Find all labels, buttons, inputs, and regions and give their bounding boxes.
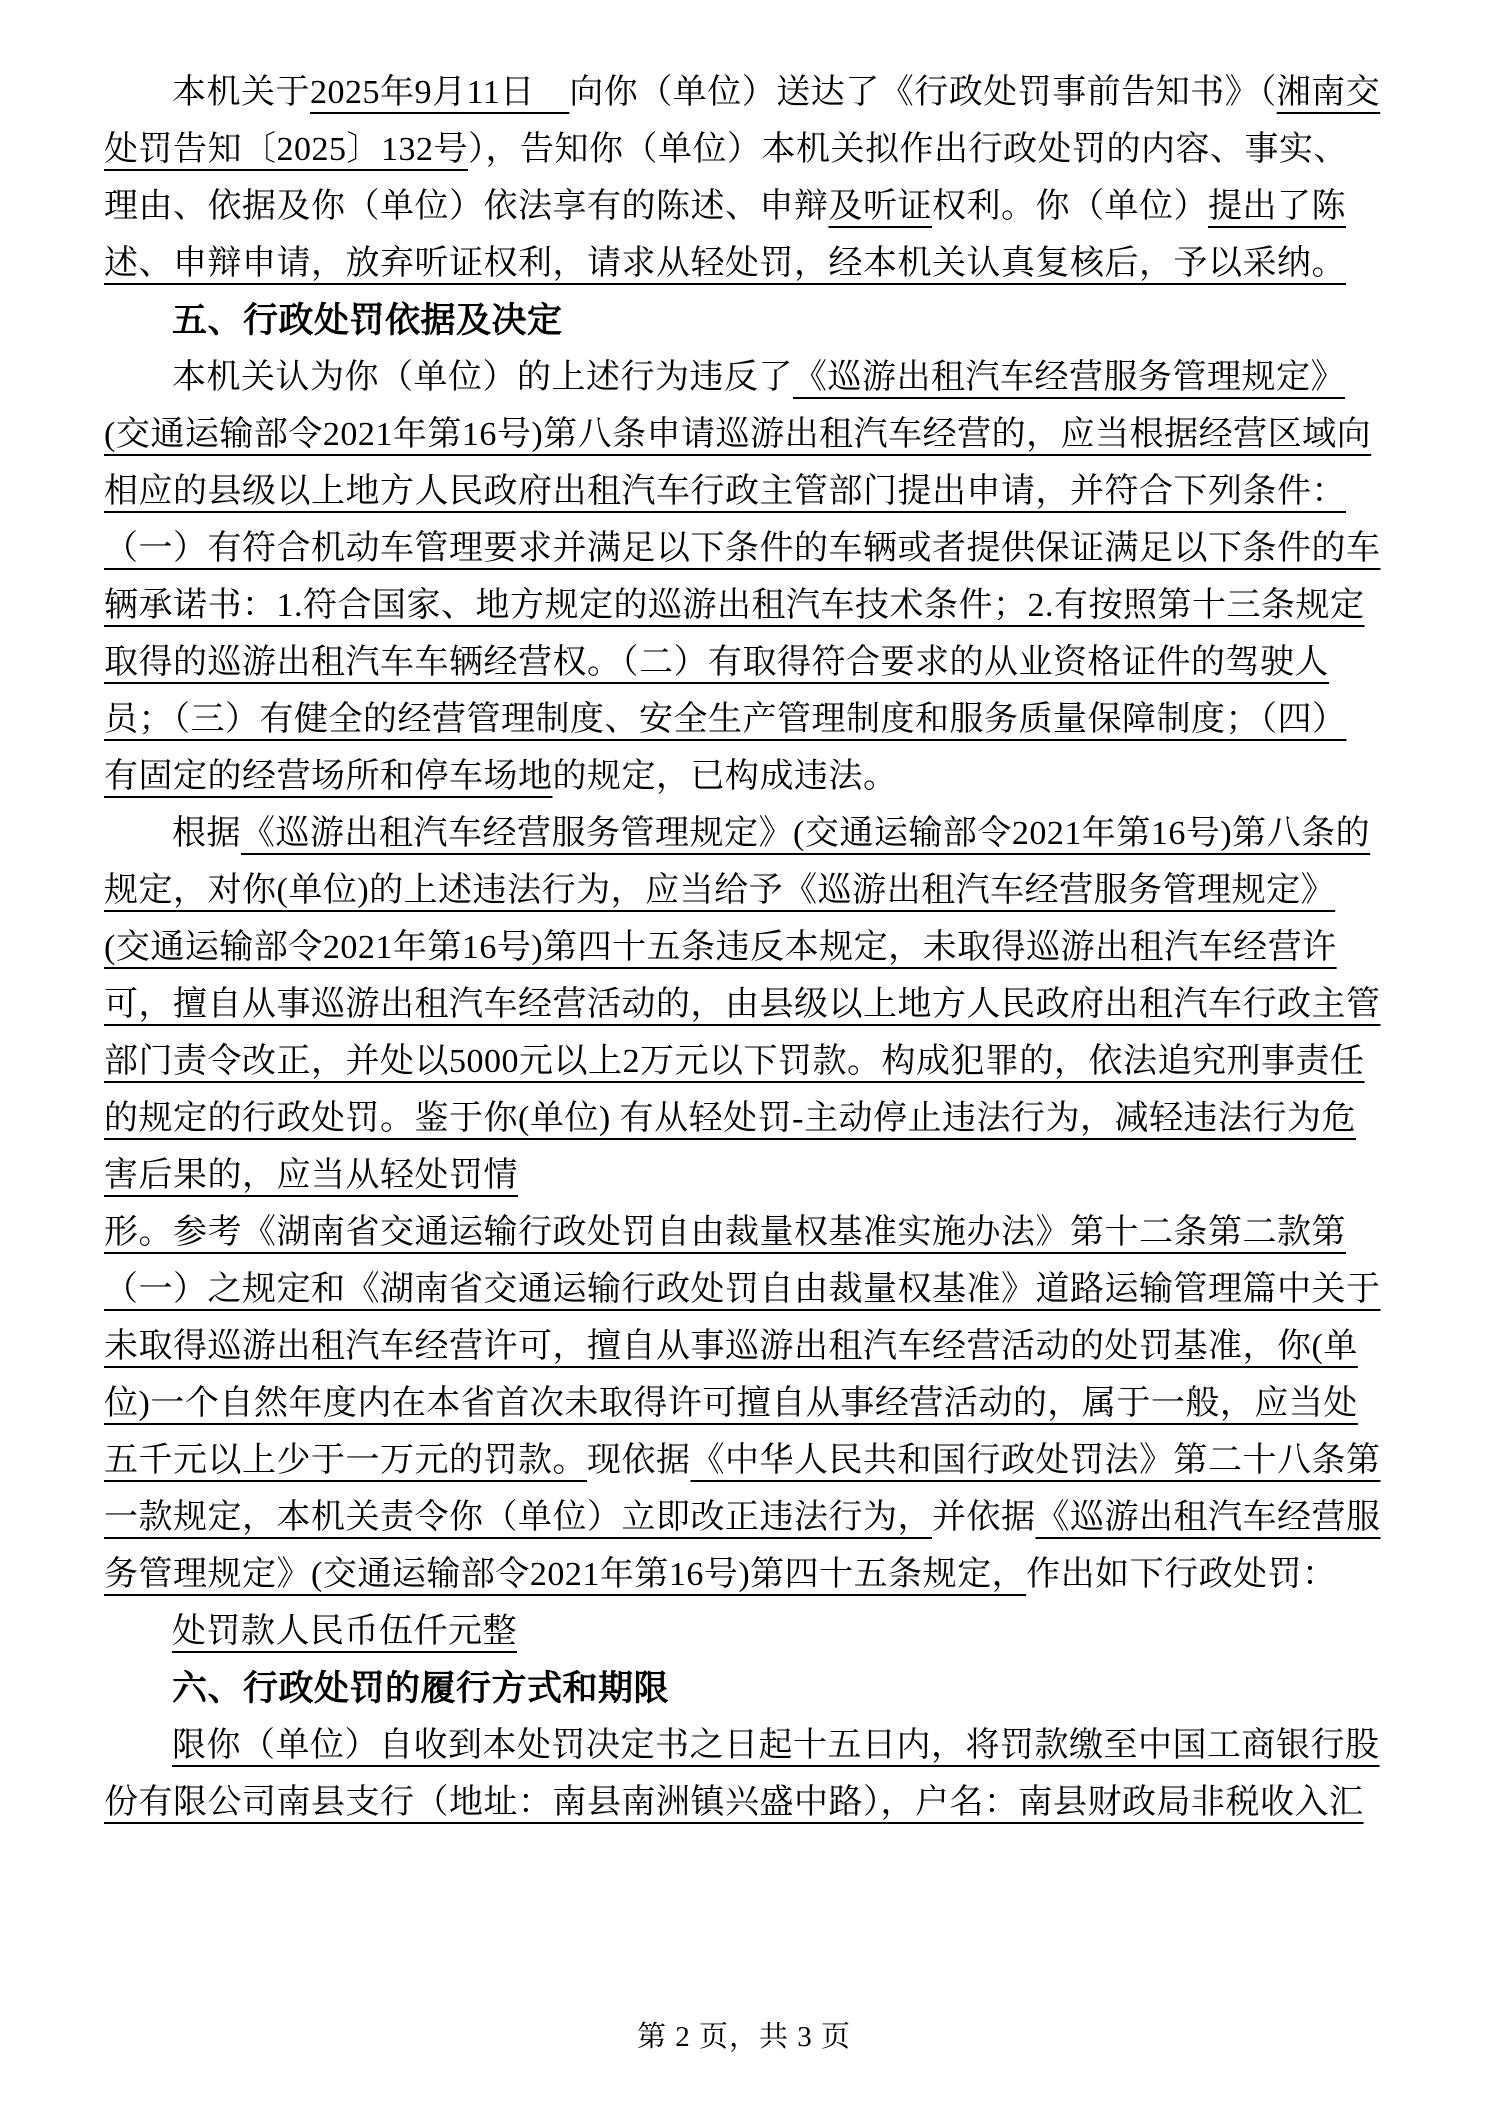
document-line [104,64,1388,121]
document-line [104,1432,1388,1489]
body-text: 五、行政处罚依据及决定 [172,301,563,340]
underlined-text: 湘南交 [1276,74,1381,111]
underlined-text: 《中华人民共和国行政处罚法》第二十八条第 [690,1442,1381,1479]
document-line [104,805,1388,862]
underlined-text: 相应的县级以上地方人民政府出租汽车行政主管部门提出申请，并符合下列条件： [104,473,1346,510]
underlined-text: 未取得巡游出租汽车经营许可，擅自从事巡游出租汽车经营活动的处罚基准，你(单 [104,1328,1358,1365]
underlined-text: 取得的巡游出租汽车车辆经营权。（二）有取得符合要求的从业资格证件的驾驶人 [104,644,1329,681]
underlined-text: （一）之规定和《湖南省交通运输行政处罚自由裁量权基准》道路运输管理篇中关于 [104,1271,1381,1308]
document-line [104,349,1388,406]
body-text: 本机关认为你（单位）的上述行为违反了 [172,359,793,396]
underlined-text: 有固定的经营场所和停车场地 [104,758,553,795]
document-line [104,577,1388,634]
page-number: 第 2 页，共 3 页 [636,2021,851,2053]
document-line [104,1717,1388,1774]
underlined-text: (交通运输部令2021年第16号)第八条申请巡游出租汽车经营的，应当根据经营区域向 [104,416,1372,453]
underlined-text: 份有限公司南县支行（地址：南县南洲镇兴盛中路），户名：南县财政局非税收入汇 [104,1784,1364,1821]
document-line [104,1546,1388,1603]
underlined-text: 《巡游出租汽车经营服务管理规定》 [793,359,1345,396]
body-text: 本机关于 [172,74,310,111]
document-line [104,178,1388,235]
document-line [104,463,1388,520]
underlined-text: 处罚款人民币伍仟元整 [172,1613,517,1650]
document-line [104,919,1388,976]
underlined-text: (交通运输部令2021年第16号)第四十五条违反本规定，未取得巡游出租汽车经营许 [104,929,1337,966]
underlined-text: 的规定的行政处罚。鉴于你(单位) 有从轻处罚-主动停止违法行为，减轻违法行为危 [104,1100,1356,1137]
body-text: 向你（单位）送达了《行政处罚事前告知书》（ [569,74,1277,111]
underlined-text: 位)一个自然年度内在本省首次未取得许可擅自从事经营活动的，属于一般，应当处 [104,1385,1358,1422]
body-text: 作出如下行政处罚： [1026,1556,1337,1593]
document-line [104,1204,1388,1261]
document-line [104,121,1388,178]
document-line [104,1375,1388,1432]
underlined-text: 辆承诺书：1.符合国家、地方规定的巡游出租汽车技术条件；2.有按照第十三条规定 [104,587,1365,624]
document-line [104,1033,1388,1090]
document-line [104,976,1388,1033]
underlined-text: 及听证 [828,188,932,225]
underlined-text: 可，擅自从事巡游出租汽车经营活动的，由县级以上地方人民政府出租汽车行政主管 [104,986,1381,1023]
underlined-text: 五千元以上少于一万元的罚款。 [104,1442,587,1479]
underlined-text: 2025年9月11日 [310,74,570,111]
underlined-text: 《巡游出租汽车经营服 [1035,1499,1381,1536]
underlined-text: 务管理规定》(交通运输部令2021年第16号)第四十五条规定， [104,1556,1027,1593]
underlined-text: 害后果的，应当从轻处罚情 [104,1157,518,1194]
document-line [104,1318,1388,1375]
document-line [104,1603,1388,1660]
body-text: ），告知你（单位）本机关拟作出行政处罚的内容、事实、 [468,131,1348,168]
underlined-text: 部门责令改正，并处以5000元以上2万元以下罚款。构成犯罪的，依法追究刑事责任 [104,1043,1365,1080]
body-text: 的规定，已构成违法。 [552,758,898,795]
document-line [104,1090,1388,1147]
document-line [104,691,1388,748]
body-text: 权利。你（单位） [932,188,1208,225]
document-content [104,64,1388,1831]
section-heading [104,292,1388,349]
document-line [104,406,1388,463]
underlined-text: 《巡游出租汽车经营服务管理规定》(交通运输部令2021年第16号)第八条的 [241,815,1371,852]
underlined-text: 规定，对你(单位)的上述违法行为，应当给予《巡游出租汽车经营服务管理规定》 [104,872,1336,909]
body-text: 根据 [172,815,241,852]
document-line [104,634,1388,691]
underlined-text: 形。参考《湖南省交通运输行政处罚自由裁量权基准实施办法》第十二条第二款第 [104,1214,1346,1251]
document-line [104,862,1388,919]
section-heading [104,1660,1388,1717]
underlined-text: 员；（三）有健全的经营管理制度、安全生产管理制度和服务质量保障制度；（四） [104,701,1347,738]
underlined-text: 限你（单位）自收到本处罚决定书之日起十五日内，将罚款缴至中国工商银行股 [172,1727,1380,1764]
body-text: 理由、依据及你（单位）依法享有的陈述、申辩 [104,188,829,225]
body-text: 并依据 [932,1499,1036,1536]
document-line [104,235,1388,292]
document-line [104,1147,1388,1204]
document-line [104,1261,1388,1318]
underlined-text: 提出了陈 [1208,188,1346,225]
underlined-text: 一款规定，本机关责令你（单位）立即改正违法行为， [104,1499,932,1536]
underlined-text: 述、申辩申请，放弃听证权利，请求从轻处罚，经本机关认真复核后，予以采纳。 [104,245,1346,282]
document-line [104,1774,1388,1831]
document-line [104,520,1388,577]
underlined-text: （一）有符合机动车管理要求并满足以下条件的车辆或者提供保证满足以下条件的车 [104,530,1381,567]
body-text: 六、行政处罚的履行方式和期限 [172,1669,670,1708]
document-line [104,748,1388,805]
body-text: 现依据 [587,1442,691,1479]
document-line [104,1489,1388,1546]
underlined-text: 处罚告知〔2025〕132号 [104,131,468,168]
